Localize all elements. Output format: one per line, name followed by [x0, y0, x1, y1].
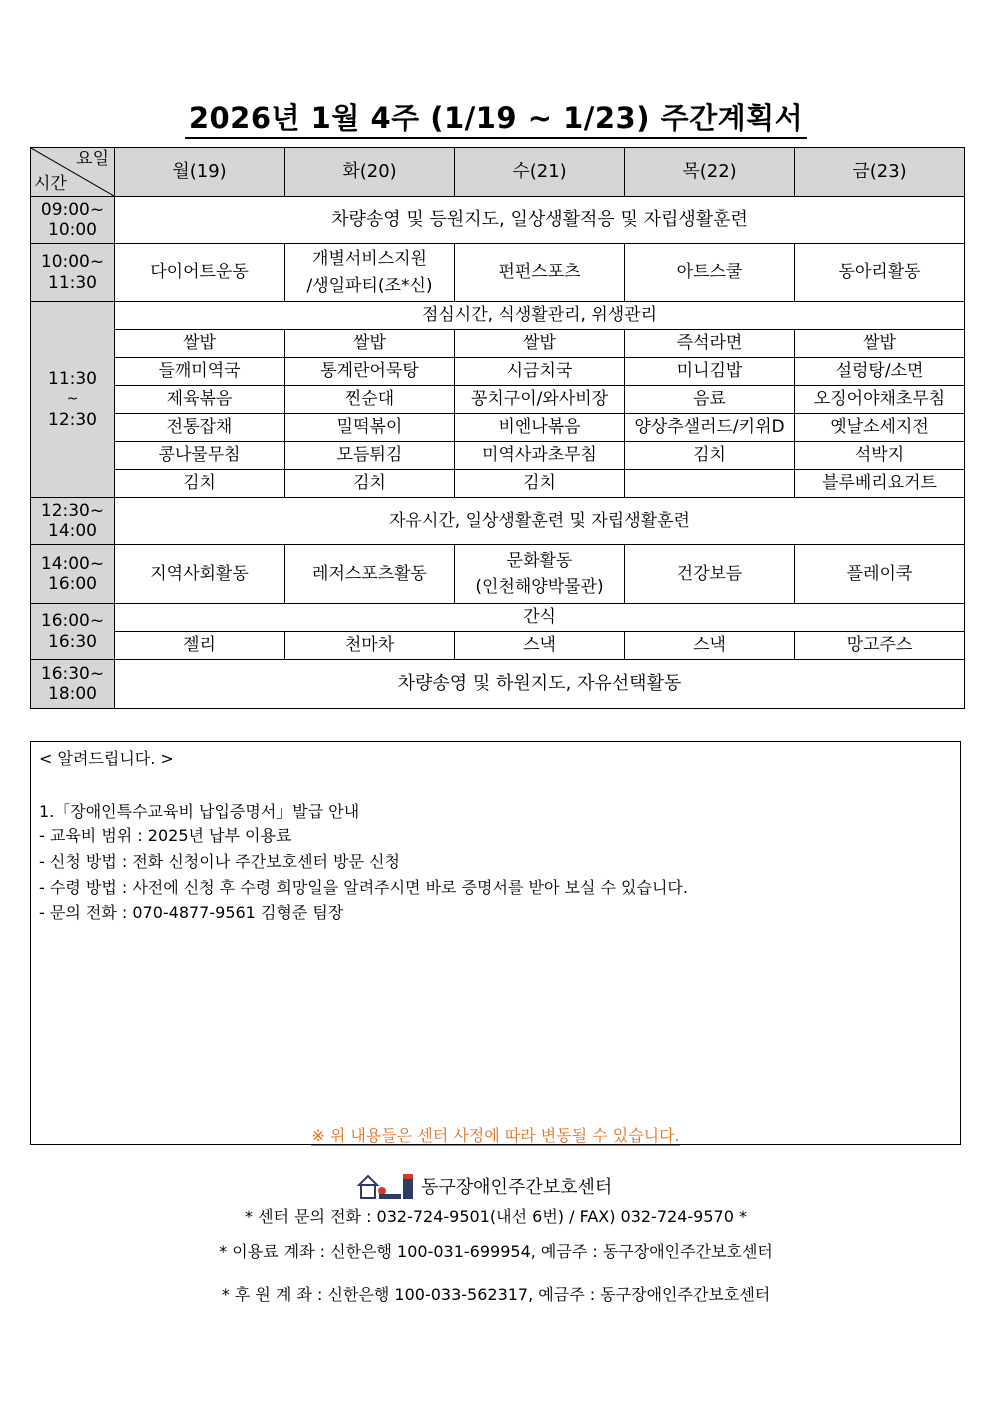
time-cell: 16:00~ 16:30 [31, 604, 115, 660]
row-snack-title [31, 604, 965, 632]
notice-heading: < 알려드립니다. > [39, 749, 174, 768]
menu-cell: 모듬튀김 [285, 442, 455, 470]
notice-warning: ※ 위 내용들은 센터 사정에 따라 변동될 수 있습니다. [311, 1126, 680, 1145]
menu-row [31, 470, 965, 498]
snack-row [31, 632, 965, 660]
day-header-thu: 목(22) [625, 148, 795, 197]
menu-cell: 쌀밥 [115, 330, 285, 358]
activity-cell: 자유시간, 일상생활훈련 및 자립생활훈련 [115, 498, 965, 545]
menu-cell: 들깨미역국 [115, 358, 285, 386]
menu-cell: 즉석라면 [625, 330, 795, 358]
footer-phone: * 센터 문의 전화 : 032-724-9501(내선 6번) / FAX) 032-724-9570 * [245, 1207, 747, 1226]
row-0900 [31, 197, 965, 244]
notice-line: - 문의 전화 : 070-4877-9561 김형준 팀장 [39, 903, 344, 922]
header-row [31, 148, 965, 197]
menu-cell: 전통잡채 [115, 414, 285, 442]
notice-line: - 수령 방법 : 사전에 신청 후 수령 희망일을 알려주시면 바로 증명서를 받아 보실 수 있습니다. [39, 878, 688, 897]
menu-cell [625, 470, 795, 498]
notice-line: - 신청 방법 : 전화 신청이나 주간보호센터 방문 신청 [39, 852, 400, 871]
activity-cell: 차량송영 및 등원지도, 일상생활적응 및 자립생활훈련 [115, 197, 965, 244]
snack-cell: 스낵 [455, 632, 625, 660]
menu-cell: 밀떡볶이 [285, 414, 455, 442]
menu-cell: 쌀밥 [455, 330, 625, 358]
snack-cell: 스낵 [625, 632, 795, 660]
footer-account-donation: * 후 원 계 좌 : 신한은행 100-033-562317, 예금주 : 동구장애인주간보호센터 [221, 1285, 771, 1304]
time-cell: 10:00~ 11:30 [31, 244, 115, 302]
menu-cell: 김치 [285, 470, 455, 498]
activity-cell: 개별서비스지원 /생일파티(조*신) [285, 244, 455, 302]
menu-row [31, 414, 965, 442]
page-title [0, 96, 992, 137]
row-lunch-title [31, 302, 965, 330]
snack-cell: 망고주스 [795, 632, 965, 660]
menu-cell: 미역사과초무침 [455, 442, 625, 470]
row-1230 [31, 498, 965, 545]
snack-cell: 천마차 [285, 632, 455, 660]
menu-cell: 블루베리요거트 [795, 470, 965, 498]
activity-cell: 건강보듬 [625, 545, 795, 604]
menu-row [31, 330, 965, 358]
notice-line: - 교육비 범위 : 2025년 납부 이용료 [39, 826, 292, 845]
activity-cell: 레저스포츠활동 [285, 545, 455, 604]
corner-day-label: 요일 [76, 149, 109, 169]
center-name: 동구장애인주간보호센터 [421, 1177, 613, 1198]
house-logo-icon [357, 1172, 415, 1200]
time-cell: 14:00~ 16:00 [31, 545, 115, 604]
footer-account-fee: * 이용료 계좌 : 신한은행 100-031-699954, 예금주 : 동구장애인주간보호센터 [219, 1242, 773, 1261]
row-1400 [31, 545, 965, 604]
time-cell: 09:00~ 10:00 [31, 197, 115, 244]
menu-cell: 콩나물무침 [115, 442, 285, 470]
day-header-fri: 금(23) [795, 148, 965, 197]
menu-row [31, 442, 965, 470]
weekly-plan-table [30, 147, 965, 709]
menu-cell: 꽁치구이/와사비장 [455, 386, 625, 414]
menu-cell: 김치 [455, 470, 625, 498]
page-title-text: 2026년 1월 4주 (1/19 ~ 1/23) 주간계획서 [185, 101, 807, 139]
menu-cell: 김치 [625, 442, 795, 470]
notice-line: 1.「장애인특수교육비 납입증명서」발급 안내 [39, 802, 360, 821]
activity-cell: 아트스쿨 [625, 244, 795, 302]
day-header-wed: 수(21) [455, 148, 625, 197]
day-header-mon: 월(19) [115, 148, 285, 197]
activity-cell: 차량송영 및 하원지도, 자유선택활동 [115, 660, 965, 709]
activity-cell: 동아리활동 [795, 244, 965, 302]
time-cell: 12:30~ 14:00 [31, 498, 115, 545]
menu-cell: 양상추샐러드/키위D [625, 414, 795, 442]
menu-cell: 쌀밥 [285, 330, 455, 358]
menu-cell: 시금치국 [455, 358, 625, 386]
lunch-title-cell: 점심시간, 식생활관리, 위생관리 [115, 302, 965, 330]
menu-cell: 음료 [625, 386, 795, 414]
activity-cell: 문화활동 (인천해양박물관) [455, 545, 625, 604]
snack-cell: 젤리 [115, 632, 285, 660]
activity-cell: 지역사회활동 [115, 545, 285, 604]
menu-row [31, 358, 965, 386]
menu-cell: 오징어야채초무침 [795, 386, 965, 414]
activity-cell: 다이어트운동 [115, 244, 285, 302]
corner-cell [31, 148, 115, 197]
menu-row [31, 386, 965, 414]
time-cell: 16:30~ 18:00 [31, 660, 115, 709]
corner-time-label: 시간 [34, 173, 67, 194]
notice-box [30, 741, 961, 1145]
menu-cell: 석박지 [795, 442, 965, 470]
activity-cell: 플레이쿡 [795, 545, 965, 604]
menu-cell: 통계란어묵탕 [285, 358, 455, 386]
snack-title-cell: 간식 [115, 604, 965, 632]
center-logo [357, 1171, 612, 1201]
row-1000 [31, 244, 965, 302]
day-header-tue: 화(20) [285, 148, 455, 197]
menu-cell: 미니김밥 [625, 358, 795, 386]
menu-cell: 쌀밥 [795, 330, 965, 358]
time-cell: 11:30 ~ 12:30 [31, 302, 115, 498]
menu-cell: 옛날소세지전 [795, 414, 965, 442]
menu-cell: 설렁탕/소면 [795, 358, 965, 386]
menu-cell: 찐순대 [285, 386, 455, 414]
menu-cell: 김치 [115, 470, 285, 498]
menu-cell: 제육볶음 [115, 386, 285, 414]
activity-cell: 펀펀스포츠 [455, 244, 625, 302]
menu-cell: 비엔나볶음 [455, 414, 625, 442]
row-1630 [31, 660, 965, 709]
